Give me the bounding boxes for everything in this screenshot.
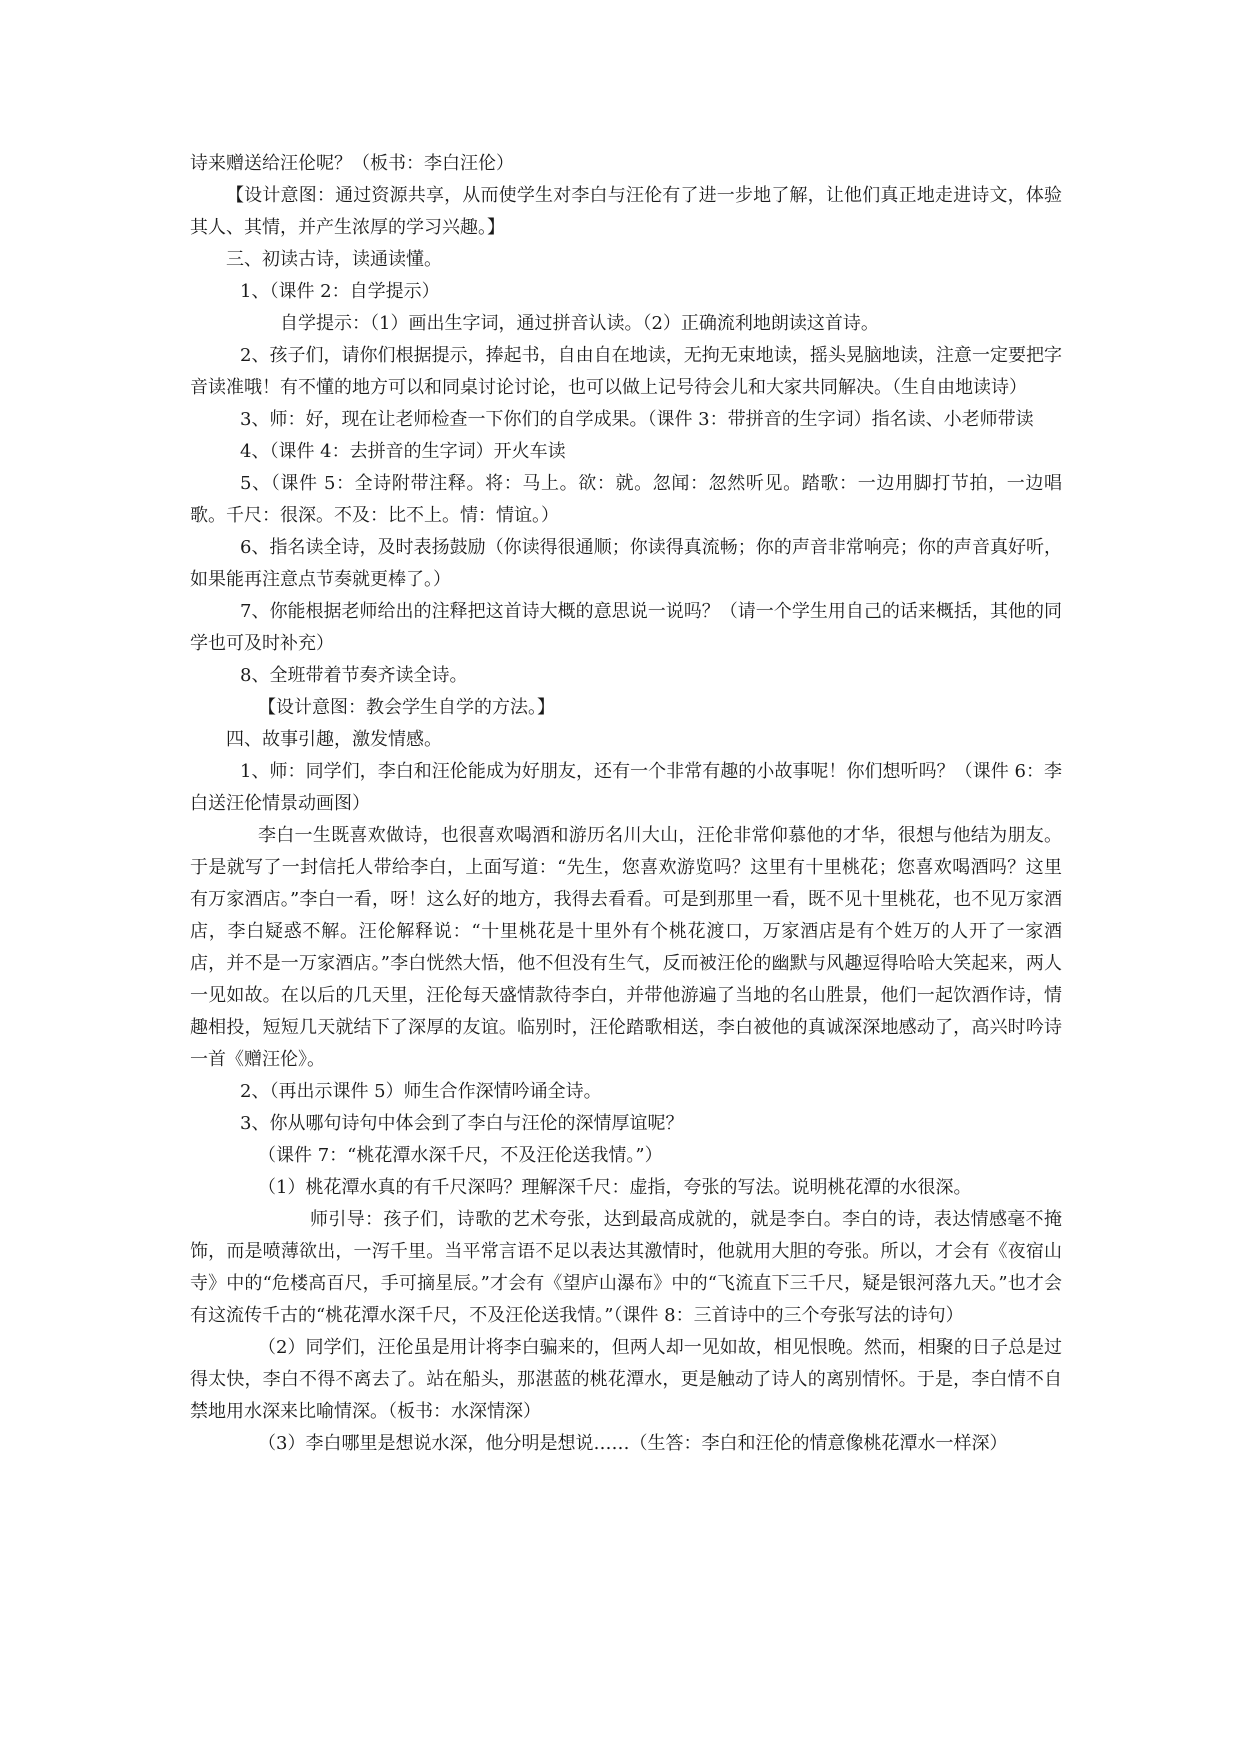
paragraph: 自学提示：（1）画出生字词，通过拼音认读。（2）正确流利地朗读这首诗。 [280, 313, 879, 334]
design-intent-note: 【设计意图：通过资源共享，从而使学生对李白与汪伦有了进一步地了解，让他们真正地走进诗文，体验其人、其情，并产生浓厚的学习兴趣。】 [190, 185, 1062, 238]
paragraph: 2、孩子们，请你们根据提示，捧起书，自由自在地读，无拘无束地读，摇头晃脑地读，注意一定要把字音读准哦！有不懂的地方可以和同桌讨论讨论，也可以做上记号待会儿和大家共同解决。（生自由地读诗） [190, 345, 1062, 398]
paragraph: 师引导：孩子们，诗歌的艺术夸张，达到最高成就的，就是李白。李白的诗，表达情感毫不掩饰，而是喷薄欲出，一泻千里。当平常言语不足以表达其激情时，他就用大胆的夸张。所以，才会有《夜宿山寺》中的“危楼高百尺，手可摘星辰。”才会有《望庐山瀑布》中的“飞流直下三千尺，疑是银河落九天。”也才会有这流传千古的“桃花潭水深千尺，不及汪伦送我情。”（课件 8：三首诗中的三个夸张写法的诗句） [190, 1209, 1062, 1326]
design-intent-note: 【设计意图：教会学生自学的方法。】 [258, 697, 555, 718]
paragraph: 5、（课件 5：全诗附带注释。将：马上。欲：就。忽闻：忽然听见。踏歌：一边用脚打节拍，一边唱歌。千尺：很深。不及：比不上。情：情谊。） [190, 473, 1062, 526]
document-page [190, 148, 1062, 1460]
paragraph: 诗来赠送给汪伦呢？（板书：李白汪伦） [190, 153, 514, 174]
paragraph: 8、全班带着节奏齐读全诗。 [240, 665, 468, 686]
paragraph: 7、你能根据老师给出的注释把这首诗大概的意思说一说吗？（请一个学生用自己的话来概括，其他的同学也可及时补充） [190, 601, 1062, 654]
paragraph: 1、（课件 2：自学提示） [240, 281, 440, 302]
paragraph: 3、你从哪句诗句中体会到了李白与汪伦的深情厚谊呢？ [240, 1113, 684, 1134]
paragraph: 1、师：同学们，李白和汪伦能成为好朋友，还有一个非常有趣的小故事呢！你们想听吗？（课件 6：李白送汪伦情景动画图） [190, 761, 1062, 814]
paragraph: （课件 7：“桃花潭水深千尺，不及汪伦送我情。”） [258, 1145, 663, 1166]
paragraph: （3）李白哪里是想说水深，他分明是想说……（生答：李白和汪伦的情意像桃花潭水一样深） [258, 1433, 1008, 1454]
paragraph: 2、（再出示课件 5）师生合作深情吟诵全诗。 [240, 1081, 602, 1102]
story-paragraph: 李白一生既喜欢做诗，也很喜欢喝酒和游历名川大山，汪伦非常仰慕他的才华，很想与他结为朋友。于是就写了一封信托人带给李白，上面写道：“先生，您喜欢游览吗？这里有十里桃花；您喜欢喝酒吗？这里有万家酒店。”李白一看，呀！这么好的地方，我得去看看。可是到那里一看，既不见十里桃花，也不见万家酒店，李白疑惑不解。汪伦解释说：“十里桃花是十里外有个桃花渡口，万家酒店是有个姓万的人开了一家酒店，并不是一万家酒店。”李白恍然大悟，他不但没有生气，反而被汪伦的幽默与风趣逗得哈哈大笑起来，两人一见如故。在以后的几天里，汪伦每天盛情款待李白，并带他游遍了当地的名山胜景，他们一起饮酒作诗，情趣相投，短短几天就结下了深厚的友谊。临别时，汪伦踏歌相送，李白被他的真诚深深地感动了，高兴时吟诗一首《赠汪伦》。 [190, 825, 1062, 1070]
section-heading: 三、初读古诗，读通读懂。 [226, 249, 442, 270]
paragraph: （2）同学们，汪伦虽是用计将李白骗来的，但两人却一见如故，相见恨晚。然而，相聚的日子总是过得太快，李白不得不离去了。站在船头，那湛蓝的桃花潭水，更是触动了诗人的离别情怀。于是，李白情不自禁地用水深来比喻情深。（板书：水深情深） [190, 1337, 1062, 1422]
section-heading: 四、故事引趣，激发情感。 [226, 729, 442, 750]
paragraph: （1）桃花潭水真的有千尺深吗？理解深千尺：虚指，夸张的写法。说明桃花潭的水很深。 [258, 1177, 972, 1198]
paragraph: 4、（课件 4：去拼音的生字词）开火车读 [240, 441, 566, 462]
paragraph: 6、指名读全诗，及时表扬鼓励（你读得很通顺；你读得真流畅；你的声音非常响亮；你的声音真好听，如果能再注意点节奏就更棒了。） [190, 537, 1062, 590]
paragraph: 3、师：好，现在让老师检查一下你们的自学成果。（课件 3：带拼音的生字词）指名读、小老师带读 [240, 409, 1034, 430]
